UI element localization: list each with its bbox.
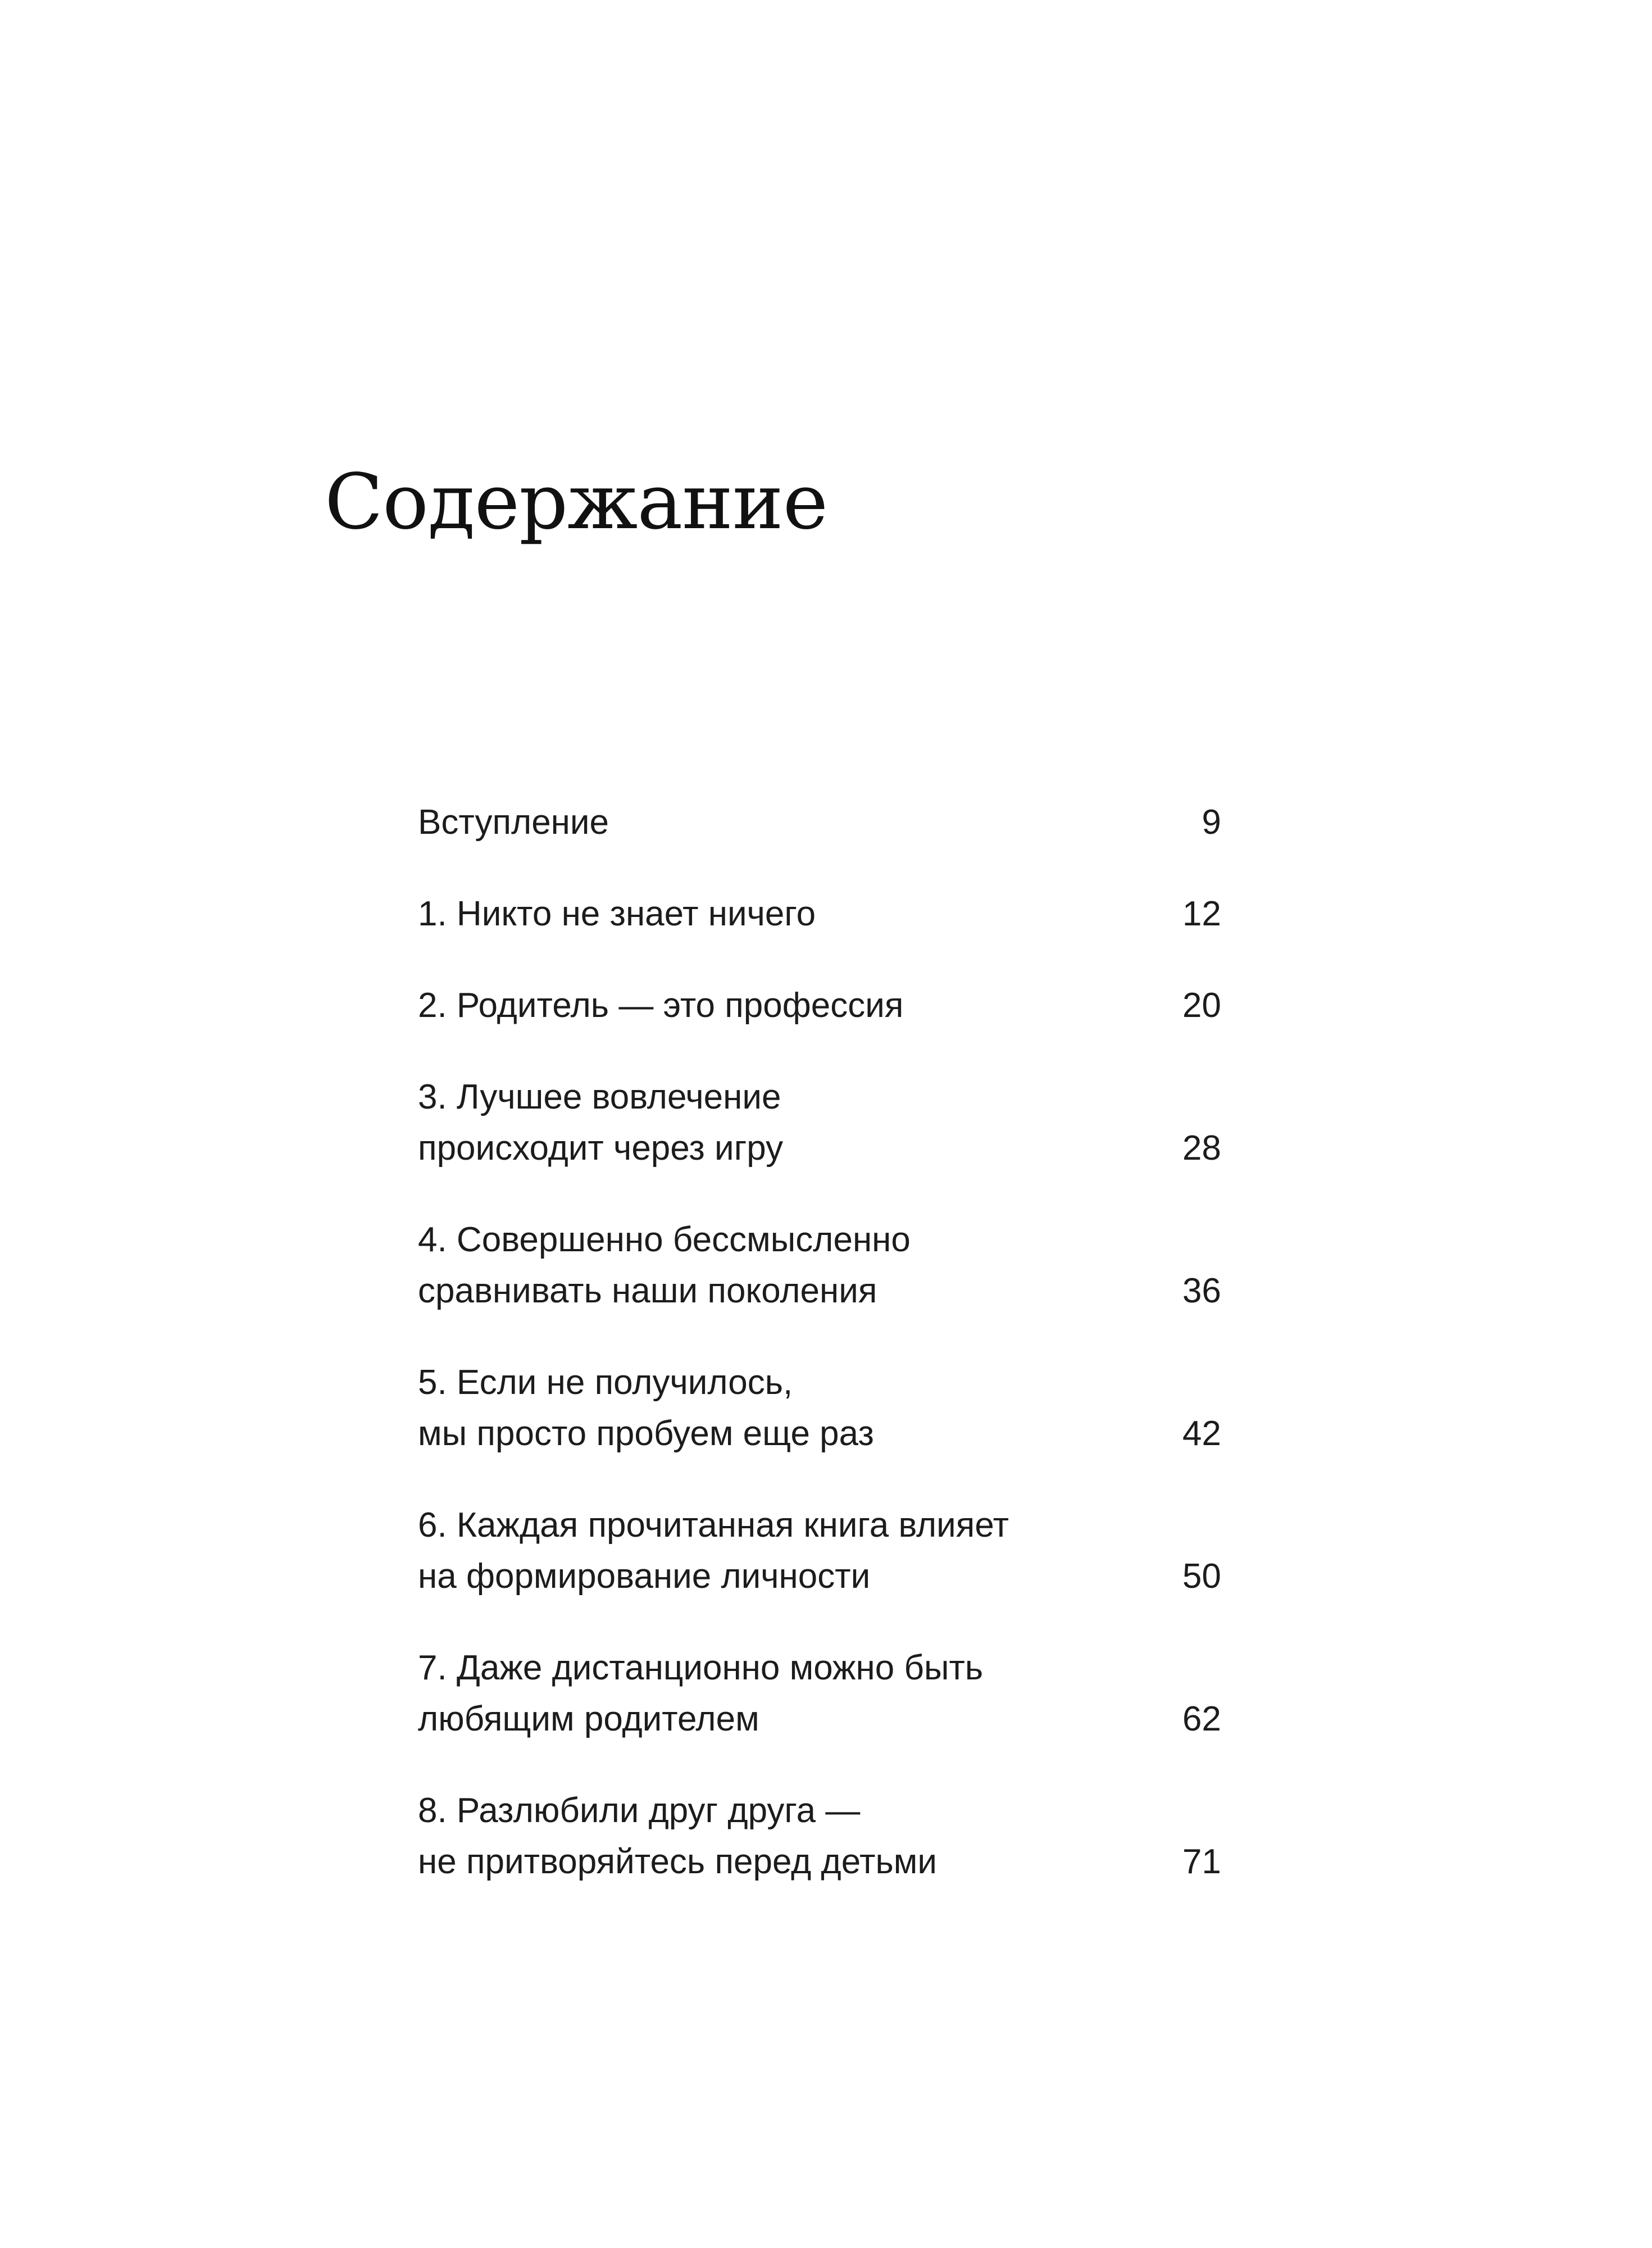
toc-entry-chapter-2 [418, 980, 1221, 1031]
toc-entry-page-number: 28 [1182, 1129, 1221, 1168]
toc-entry-title-line: Вступление [418, 803, 609, 842]
toc-entry-intro [418, 797, 1221, 848]
toc-entry-chapter-7 [418, 1642, 1221, 1745]
toc-entry-title-line: 4. Совершенно бессмысленно [418, 1220, 911, 1259]
toc-entry-title [418, 1500, 1009, 1602]
toc-entry-title [418, 1642, 983, 1745]
toc-entry-page-number: 12 [1182, 894, 1221, 933]
toc-entry-title-line: 1. Никто не знает ничего [418, 894, 816, 933]
toc-entry-title [418, 1214, 911, 1316]
toc-entry-page-number: 20 [1182, 986, 1221, 1025]
toc-entry-title-line: не притворяйтесь перед детьми [418, 1842, 938, 1881]
toc-entry-chapter-1 [418, 888, 1221, 939]
toc-entry-page-number: 42 [1182, 1414, 1221, 1453]
toc-entry-title-line: 5. Если не получилось, [418, 1363, 793, 1402]
toc-entry-chapter-8 [418, 1785, 1221, 1887]
toc-entry-chapter-4 [418, 1214, 1221, 1316]
page-title: Содержание [325, 458, 828, 547]
toc-entry-title-line: мы просто пробуем еще раз [418, 1414, 874, 1453]
toc-entry-title-line: 3. Лучшее вовлечение [418, 1078, 781, 1116]
toc-entry-title-line: сравнивать наши поколения [418, 1271, 877, 1310]
toc-entry-page-number: 50 [1182, 1557, 1221, 1596]
toc-entry-page-number: 36 [1182, 1271, 1221, 1310]
toc-entry-title-line: 7. Даже дистанционно можно быть [418, 1648, 984, 1687]
toc-entry-chapter-5 [418, 1357, 1221, 1459]
toc-entry-title [418, 1071, 783, 1174]
toc-entry-title-line: любящим родителем [418, 1700, 759, 1738]
toc-entry-title-line: 6. Каждая прочитанная книга влияет [418, 1506, 1009, 1545]
toc-entry-title-line: на формирование личности [418, 1557, 871, 1596]
toc-entry-title [418, 1785, 937, 1887]
toc-entry-chapter-6 [418, 1500, 1221, 1602]
toc-entry-title-line: 8. Разлюбили друг друга — [418, 1791, 861, 1830]
toc-entry-page-number: 71 [1182, 1842, 1221, 1881]
toc-entry-title [418, 888, 816, 939]
toc-entry-chapter-3 [418, 1071, 1221, 1174]
toc-entry-page-number: 62 [1182, 1700, 1221, 1738]
toc-entry-title [418, 980, 903, 1031]
toc-entry-title [418, 797, 609, 848]
table-of-contents [418, 797, 1221, 1928]
toc-entry-title-line: происходит через игру [418, 1129, 784, 1168]
toc-entry-title-line: 2. Родитель — это профессия [418, 986, 904, 1025]
toc-entry-page-number: 9 [1202, 803, 1221, 842]
toc-entry-title [418, 1357, 874, 1459]
